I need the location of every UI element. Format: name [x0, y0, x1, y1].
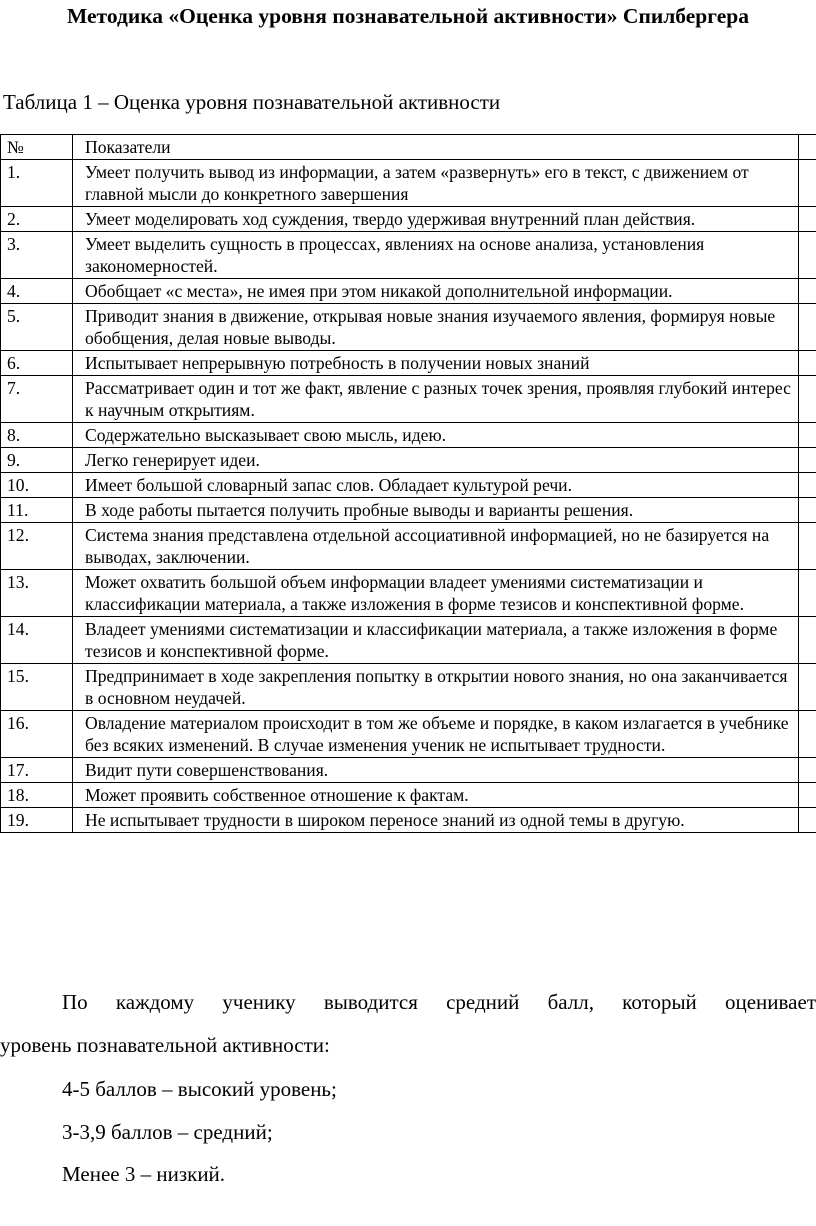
table-row: [1, 808, 816, 833]
row-extra-cell: [799, 473, 816, 498]
row-number: 12.: [1, 523, 73, 570]
table-row: [1, 232, 816, 279]
row-number: 15.: [1, 664, 73, 711]
row-number: 19.: [1, 808, 73, 833]
row-number: 16.: [1, 711, 73, 758]
table-row: [1, 448, 816, 473]
row-indicator: Испытывает непрерывную потребность в получении новых знаний: [73, 351, 799, 376]
row-extra-cell: [799, 758, 816, 783]
row-number: 18.: [1, 783, 73, 808]
row-extra-cell: [799, 617, 816, 664]
row-indicator: Может проявить собственное отношение к фактам.: [73, 783, 799, 808]
table-row: [1, 711, 816, 758]
row-indicator: Система знания представлена отдельной ассоциативной информацией, но не базируется на выводах, заключении.: [73, 523, 799, 570]
row-indicator: Легко генерирует идеи.: [73, 448, 799, 473]
table-row: [1, 570, 816, 617]
table-row: [1, 351, 816, 376]
row-indicator: Может охватить большой объем информации владеет умениями систематизации и классификации материала, а также изложения в форме тезисов и конспективной форме.: [73, 570, 799, 617]
level-medium: 3-3,9 баллов – средний;: [62, 1120, 273, 1144]
table-row: [1, 617, 816, 664]
row-number: 8.: [1, 423, 73, 448]
row-indicator: Видит пути совершенствования.: [73, 758, 799, 783]
row-extra-cell: [799, 448, 816, 473]
table-row: [1, 423, 816, 448]
row-extra-cell: [799, 523, 816, 570]
row-extra-cell: [799, 160, 816, 207]
row-number: 7.: [1, 376, 73, 423]
summary-paragraph-line-1: По каждому ученику выводится средний балл, который оценивает: [62, 990, 816, 1014]
table-row: [1, 160, 816, 207]
row-number: 6.: [1, 351, 73, 376]
row-number: 1.: [1, 160, 73, 207]
header-extra-cell: [799, 135, 816, 160]
row-indicator: Умеет выделить сущность в процессах, явлениях на основе анализа, установления закономерностей.: [73, 232, 799, 279]
header-indicators: Показатели: [73, 135, 799, 160]
row-indicator: Не испытывает трудности в широком переносе знаний из одной темы в другую.: [73, 808, 799, 833]
table-row: [1, 523, 816, 570]
row-extra-cell: [799, 783, 816, 808]
table-row: [1, 783, 816, 808]
table-row: [1, 758, 816, 783]
row-extra-cell: [799, 808, 816, 833]
row-number: 10.: [1, 473, 73, 498]
row-extra-cell: [799, 664, 816, 711]
row-number: 2.: [1, 207, 73, 232]
row-indicator: Обобщает «с места», не имея при этом никакой дополнительной информации.: [73, 279, 799, 304]
row-extra-cell: [799, 351, 816, 376]
row-number: 4.: [1, 279, 73, 304]
row-indicator: Рассматривает один и тот же факт, явление с разных точек зрения, проявляя глубокий интерес к научным открытиям.: [73, 376, 799, 423]
table-row: [1, 207, 816, 232]
row-number: 3.: [1, 232, 73, 279]
summary-paragraph-line-2: уровень познавательной активности:: [0, 1033, 330, 1057]
row-indicator: Овладение материалом происходит в том же объеме и порядке, в каком излагается в учебнике без всяких изменений. В случае изменения ученик не испытывает трудности.: [73, 711, 799, 758]
row-extra-cell: [799, 423, 816, 448]
table-caption: Таблица 1 – Оценка уровня познавательной активности: [3, 90, 501, 114]
row-extra-cell: [799, 711, 816, 758]
table-row: [1, 376, 816, 423]
row-indicator: Умеет получить вывод из информации, а затем «развернуть» его в текст, с движением от главной мысли до конкретного завершения: [73, 160, 799, 207]
row-number: 11.: [1, 498, 73, 523]
row-indicator: Владеет умениями систематизации и классификации материала, а также изложения в форме тезисов и конспективной форме.: [73, 617, 799, 664]
level-low: Менее 3 – низкий.: [62, 1162, 226, 1186]
row-indicator: В ходе работы пытается получить пробные выводы и варианты решения.: [73, 498, 799, 523]
table-row: [1, 473, 816, 498]
row-number: 5.: [1, 304, 73, 351]
row-number: 17.: [1, 758, 73, 783]
row-extra-cell: [799, 304, 816, 351]
row-extra-cell: [799, 570, 816, 617]
row-number: 9.: [1, 448, 73, 473]
indicators-table: [0, 134, 816, 833]
row-extra-cell: [799, 207, 816, 232]
row-extra-cell: [799, 376, 816, 423]
row-number: 13.: [1, 570, 73, 617]
row-indicator: Предпринимает в ходе закрепления попытку в открытии нового знания, но она заканчивается в основном неудачей.: [73, 664, 799, 711]
table-row: [1, 279, 816, 304]
header-number: №: [1, 135, 73, 160]
row-indicator: Имеет большой словарный запас слов. Обладает культурой речи.: [73, 473, 799, 498]
table-row: [1, 664, 816, 711]
row-number: 14.: [1, 617, 73, 664]
table-header-row: [1, 135, 816, 160]
row-extra-cell: [799, 279, 816, 304]
level-high: 4-5 баллов – высокий уровень;: [62, 1077, 337, 1101]
page-title: Методика «Оценка уровня познавательной активности» Спилбергера: [67, 4, 749, 28]
row-indicator: Содержательно высказывает свою мысль, идею.: [73, 423, 799, 448]
table-row: [1, 304, 816, 351]
row-indicator: Умеет моделировать ход суждения, твердо удерживая внутренний план действия.: [73, 207, 799, 232]
row-indicator: Приводит знания в движение, открывая новые знания изучаемого явления, формируя новые обобщения, делая новые выводы.: [73, 304, 799, 351]
row-extra-cell: [799, 498, 816, 523]
row-extra-cell: [799, 232, 816, 279]
table-row: [1, 498, 816, 523]
